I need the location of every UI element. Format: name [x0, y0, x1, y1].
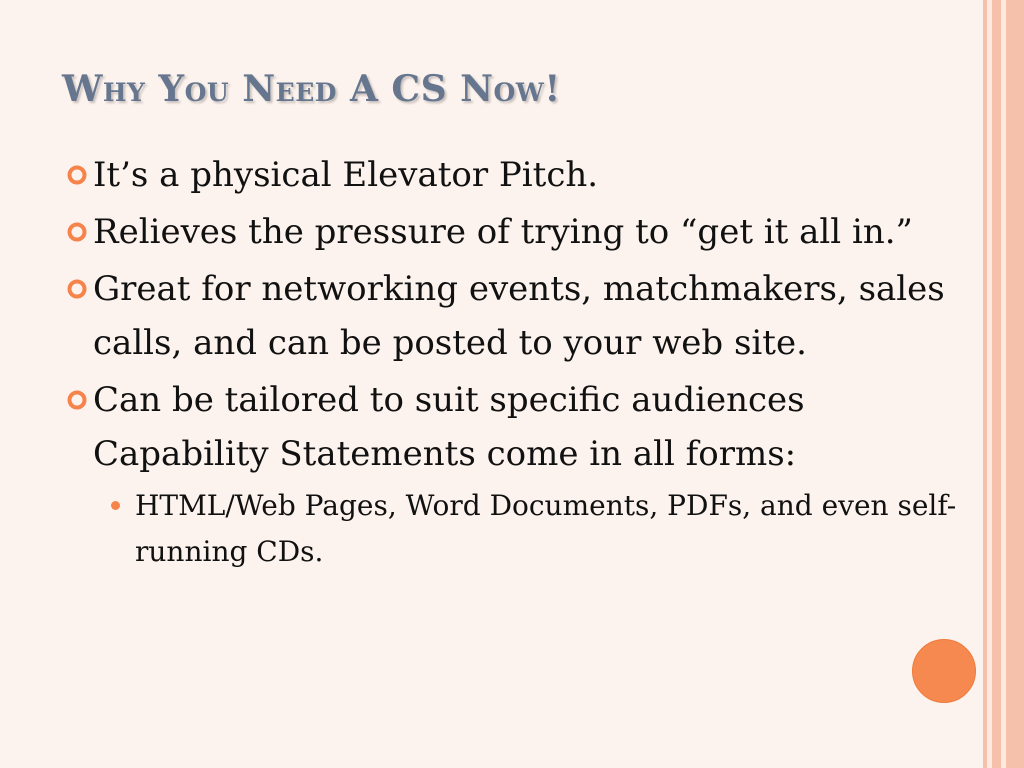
ring-bullet-icon: [66, 221, 88, 243]
bullet-item: [64, 205, 964, 259]
bullet-item: [64, 262, 964, 370]
sub-bullet-text: HTML/Web Pages, Word Documents, PDFs, and even self-running CDs.: [135, 489, 957, 568]
bullet-text: It’s a physical Elevator Pitch.: [93, 155, 599, 195]
ring-bullet-icon: [66, 389, 88, 411]
sub-bullet-item: [93, 483, 964, 575]
bullet-text: Great for networking events, matchmakers, sales calls, and can be posted to your web site.: [93, 269, 945, 363]
bullet-text: Can be tailored to suit specific audiences Capability Statements come in all forms:: [93, 380, 805, 474]
ring-bullet-icon: [66, 164, 88, 186]
bullet-list: [64, 148, 964, 578]
sub-bullet-list: [93, 483, 964, 575]
dot-bullet-icon: [111, 501, 120, 510]
ring-bullet-icon: [66, 278, 88, 300]
decorative-stripe: [1006, 0, 1024, 768]
slide-title: Why You Need A CS Now!: [62, 68, 561, 110]
bullet-item: [64, 148, 964, 202]
bullet-item: [64, 373, 964, 575]
decorative-stripe: [992, 0, 1001, 768]
bullet-text: Relieves the pressure of trying to “get it all in.”: [93, 212, 913, 252]
orange-circle-decoration: [912, 639, 976, 703]
